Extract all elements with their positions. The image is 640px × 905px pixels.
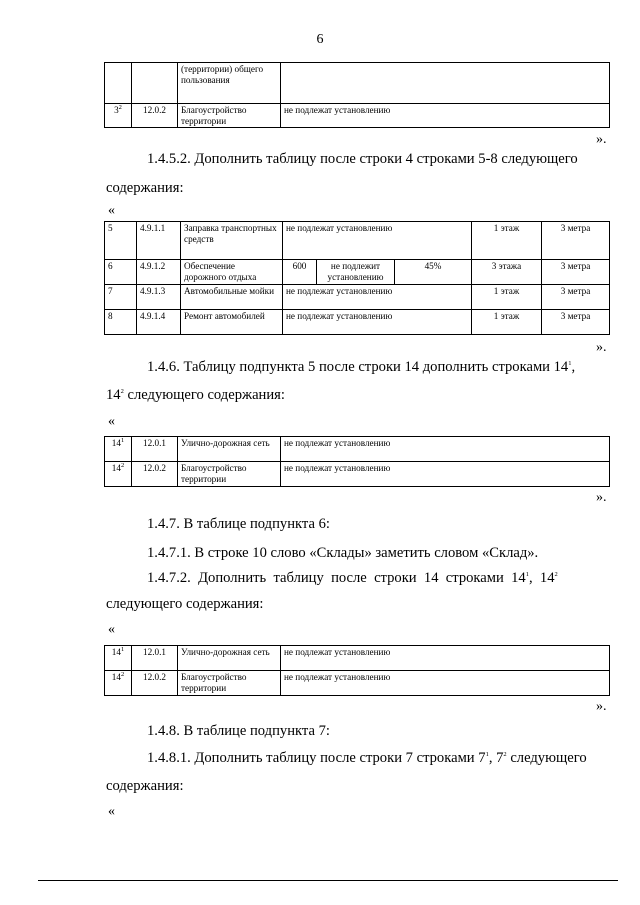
row-value: не подлежат установлению	[283, 310, 472, 335]
row-name: Улично-дорожная сеть	[178, 437, 281, 462]
paragraph-1-4-7-1: 1.4.7.1. В строке 10 слово «Склады» заметить словом «Склад».	[147, 545, 539, 561]
paragraph-1-4-6-cont: $14^2$ следующего содержания:	[106, 387, 285, 403]
row-floors: 1 этаж	[472, 310, 542, 335]
row-number: 5	[105, 222, 137, 260]
table-row	[105, 310, 610, 335]
row-value: не подлежат установлению	[283, 222, 472, 260]
open-quote: «	[108, 804, 115, 819]
page-number: 6	[316, 32, 324, 47]
table-continuation	[104, 62, 610, 128]
open-quote: «	[108, 203, 115, 218]
close-quote: ».	[596, 699, 607, 714]
row-name: Благоустройство территории	[178, 671, 281, 696]
table-row	[105, 63, 610, 104]
table-row	[105, 260, 610, 285]
row-value: не подлежат установлению	[281, 671, 610, 696]
row-floors: 3 этажа	[472, 260, 542, 285]
row-name: Автомобильные мойки	[181, 285, 283, 310]
row-value: не подлежат установлению	[281, 104, 610, 128]
row-height: 3 метра	[542, 310, 610, 335]
paragraph-1-4-7-2-cont: следующего содержания:	[106, 596, 264, 612]
table-row	[105, 462, 610, 487]
row-code: 4.9.1.3	[137, 285, 181, 310]
row-number	[105, 63, 132, 104]
open-quote: «	[108, 414, 115, 429]
row-code: 4.9.1.4	[137, 310, 181, 335]
table-rows-14-1-14-2	[104, 436, 610, 487]
paragraph-1-4-8-1: 1.4.8.1. Дополнить таблицу после строки 7 строками $7^1$, $7^2$ следующего	[147, 750, 587, 766]
row-max-area: не подлежит установлению	[317, 260, 395, 285]
close-quote: ».	[596, 132, 607, 147]
row-name: Улично-дорожная сеть	[178, 646, 281, 671]
paragraph-1-4-8: 1.4.8. В таблице подпункта 7:	[147, 723, 330, 739]
row-min-area: 600	[283, 260, 317, 285]
row-value: не подлежат установлению	[281, 462, 610, 487]
row-height: 3 метра	[542, 285, 610, 310]
row-number: 6	[105, 260, 137, 285]
table-row	[105, 437, 610, 462]
row-code: 12.0.1	[132, 646, 178, 671]
row-name: Благоустройство территории	[178, 104, 281, 128]
table-rows-5-8	[104, 221, 610, 335]
row-number: $14^2$	[105, 462, 132, 487]
table-rows-14-1-14-2-b	[104, 645, 610, 696]
table-row	[105, 285, 610, 310]
row-code: 12.0.2	[132, 462, 178, 487]
paragraph-1-4-7: 1.4.7. В таблице подпункта 6:	[147, 516, 330, 532]
row-code: 12.0.2	[132, 104, 178, 128]
row-number: $3^2$	[105, 104, 132, 128]
close-quote: ».	[596, 490, 607, 505]
bottom-rule	[38, 880, 618, 881]
table-row	[105, 222, 610, 260]
row-number: $14^1$	[105, 646, 132, 671]
row-name: (территории) общего пользования	[178, 63, 281, 104]
row-name: Благоустройство территории	[178, 462, 281, 487]
close-quote: ».	[596, 340, 607, 355]
row-floors: 1 этаж	[472, 222, 542, 260]
row-height: 3 метра	[542, 222, 610, 260]
row-code	[132, 63, 178, 104]
row-code: 4.9.1.1	[137, 222, 181, 260]
row-name: Обеспечение дорожного отдыха	[181, 260, 283, 285]
row-name: Заправка транспортных средств	[181, 222, 283, 260]
paragraph-1-4-7-2: 1.4.7.2. Дополнить таблицу после строки 14 строками $14^1$, $14^2$	[147, 570, 558, 586]
row-number: 8	[105, 310, 137, 335]
table-row	[105, 671, 610, 696]
table-row	[105, 646, 610, 671]
row-value: не подлежат установлению	[281, 437, 610, 462]
open-quote: «	[108, 622, 115, 637]
row-code: 12.0.2	[132, 671, 178, 696]
paragraph-1-4-8-1-cont: содержания:	[106, 778, 184, 794]
row-value	[281, 63, 610, 104]
row-number: $14^1$	[105, 437, 132, 462]
row-coverage: 45%	[395, 260, 472, 285]
row-number: 7	[105, 285, 137, 310]
row-number: $14^2$	[105, 671, 132, 696]
row-value: не подлежат установлению	[283, 285, 472, 310]
row-floors: 1 этаж	[472, 285, 542, 310]
row-height: 3 метра	[542, 260, 610, 285]
row-code: 12.0.1	[132, 437, 178, 462]
table-row	[105, 104, 610, 128]
paragraph-1-4-5-2-cont: содержания:	[106, 180, 184, 196]
paragraph-1-4-6: 1.4.6. Таблицу подпункта 5 после строки 14 дополнить строками $14^1$,	[147, 359, 576, 375]
row-name: Ремонт автомобилей	[181, 310, 283, 335]
row-value: не подлежат установлению	[281, 646, 610, 671]
row-code: 4.9.1.2	[137, 260, 181, 285]
paragraph-1-4-5-2: 1.4.5.2. Дополнить таблицу после строки 4 строками 5-8 следующего	[147, 151, 578, 167]
